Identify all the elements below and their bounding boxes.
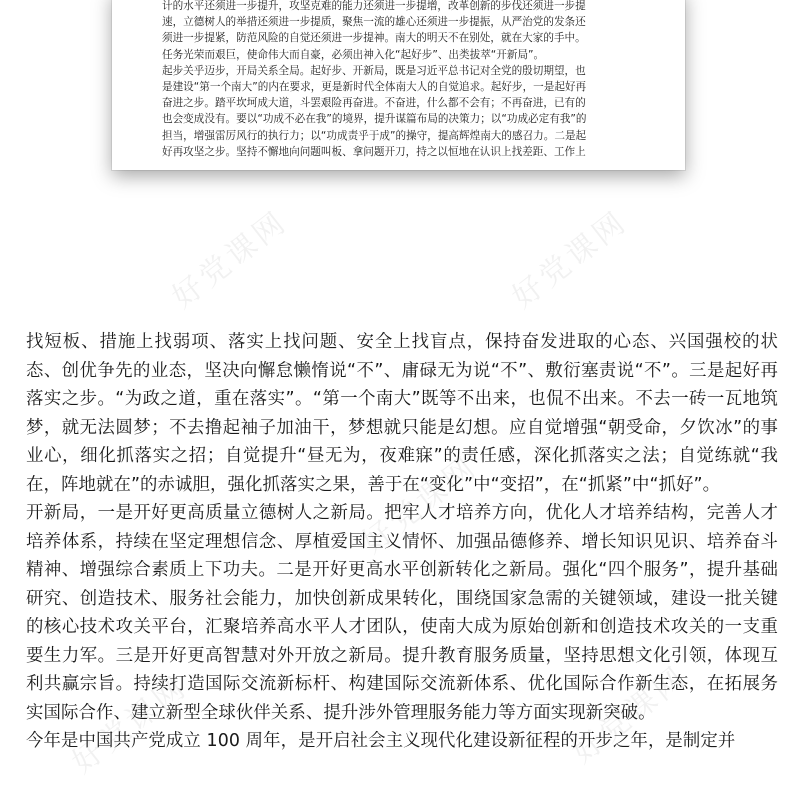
preview-line: 是建设“第一个南大”的内在要求，更是新时代全体南大人的自觉追求。起好步，一是起好再: [162, 81, 587, 94]
preview-line: 任务光荣而艰巨，使命伟大而自豪，必须出神入化“起好步”、出类拔萃“开新局”。: [162, 48, 545, 61]
watermark: 好党课网: [65, 669, 195, 781]
preview-line: 奋进之步。踏平坎坷成大道，斗罢艰险再奋进。不奋进，什么都不会有；不再奋进，已有的: [162, 97, 586, 110]
preview-line: 好再攻坚之步。坚持不懈地向问题叫板、拿问题开刀，持之以恒地在认识上找差距、工作上: [162, 145, 586, 158]
preview-line: 计的水平还须进一步提升，攻坚克难的能力还须进一步提增，改革创新的步伐还须进一步提: [162, 0, 586, 12]
preview-line: 起步关乎迈步，开局关系全局。起好步、开新局，既是习近平总书记对全党的殷切期望，也: [162, 64, 586, 77]
document-body: [26, 328, 778, 756]
preview-line: 须进一步提紧，防范风险的自觉还须进一步提神。南大的明天不在别处，就在大家的手中。: [162, 32, 586, 45]
preview-line: 也会变成没有。要以“功成不必在我”的境界，提升谋篇布局的决策力；以“功成必定有我”的: [162, 113, 587, 126]
watermark: 好党课网: [355, 449, 485, 561]
document-preview-card: [112, 0, 685, 170]
body-paragraph: 今年是中国共产党成立 100 周年，是开启社会主义现代化建设新征程的开步之年，是制定并: [26, 731, 736, 751]
preview-line: 速，立德树人的举措还须进一步提质，聚焦一流的雄心还须进一步提振，从严治党的发条还: [162, 16, 586, 29]
watermark: 好党课网: [505, 204, 635, 316]
watermark: 好党课网: [165, 204, 295, 316]
preview-text: [162, 0, 646, 160]
preview-line: 担当，增强雷厉风行的执行力；以“功成责乎于成”的操守，提高辉煌南大的感召力。二是起: [162, 129, 587, 142]
body-paragraph: 找短板、措施上找弱项、落实上找问题、安全上找盲点，保持奋发进取的心态、兴国强校的状态、创优争先的业态，坚决向懈怠懒惰说“不”、庸碌无为说“不”、敷衍塞责说“不”。三是起好再落实之步。“为政之道，重在落实”。“第一个南大”既等不出来，也侃不出来。不去一砖一瓦地筑梦，就无法圆梦；不去撸起袖子加油干，梦想就只能是幻想。应自觉增强“朝受命，夕饮冰”的事业心，细化抓落实之招；自觉提升“昼无为，夜难寐”的责任感，深化抓落实之法；自觉练就“我在，阵地就在”的赤诚胆，强化抓落实之果，善于在“变化”中“变招”，在“抓紧”中“抓好”。: [26, 332, 778, 495]
watermark: 好党课网: [565, 659, 695, 771]
body-paragraph: 开新局，一是开好更高质量立德树人之新局。把牢人才培养方向，优化人才培养结构，完善人才培养体系，持续在坚定理想信念、厚植爱国主义情怀、加强品德修养、增长知识见识、培养奋斗精神、增强综合素质上下功夫。二是开好更高水平创新转化之新局。强化“四个服务”，提升基础研究、创造技术、服务社会能力，加快创新成果转化，围绕国家急需的关键领域，建设一批关键的核心技术攻关平台，汇聚培养高水平人才团队，使南大成为原始创新和创造技术攻关的一支重要生力军。三是开好更高智慧对外开放之新局。提升教育服务质量，坚持思想文化引领，体现互利共赢宗旨。持续打造国际交流新标杆、构建国际交流新体系、优化国际合作新生态，在拓展务实国际合作、建立新型全球伙伴关系、提升涉外管理服务能力等方面实现新突破。: [26, 503, 778, 723]
